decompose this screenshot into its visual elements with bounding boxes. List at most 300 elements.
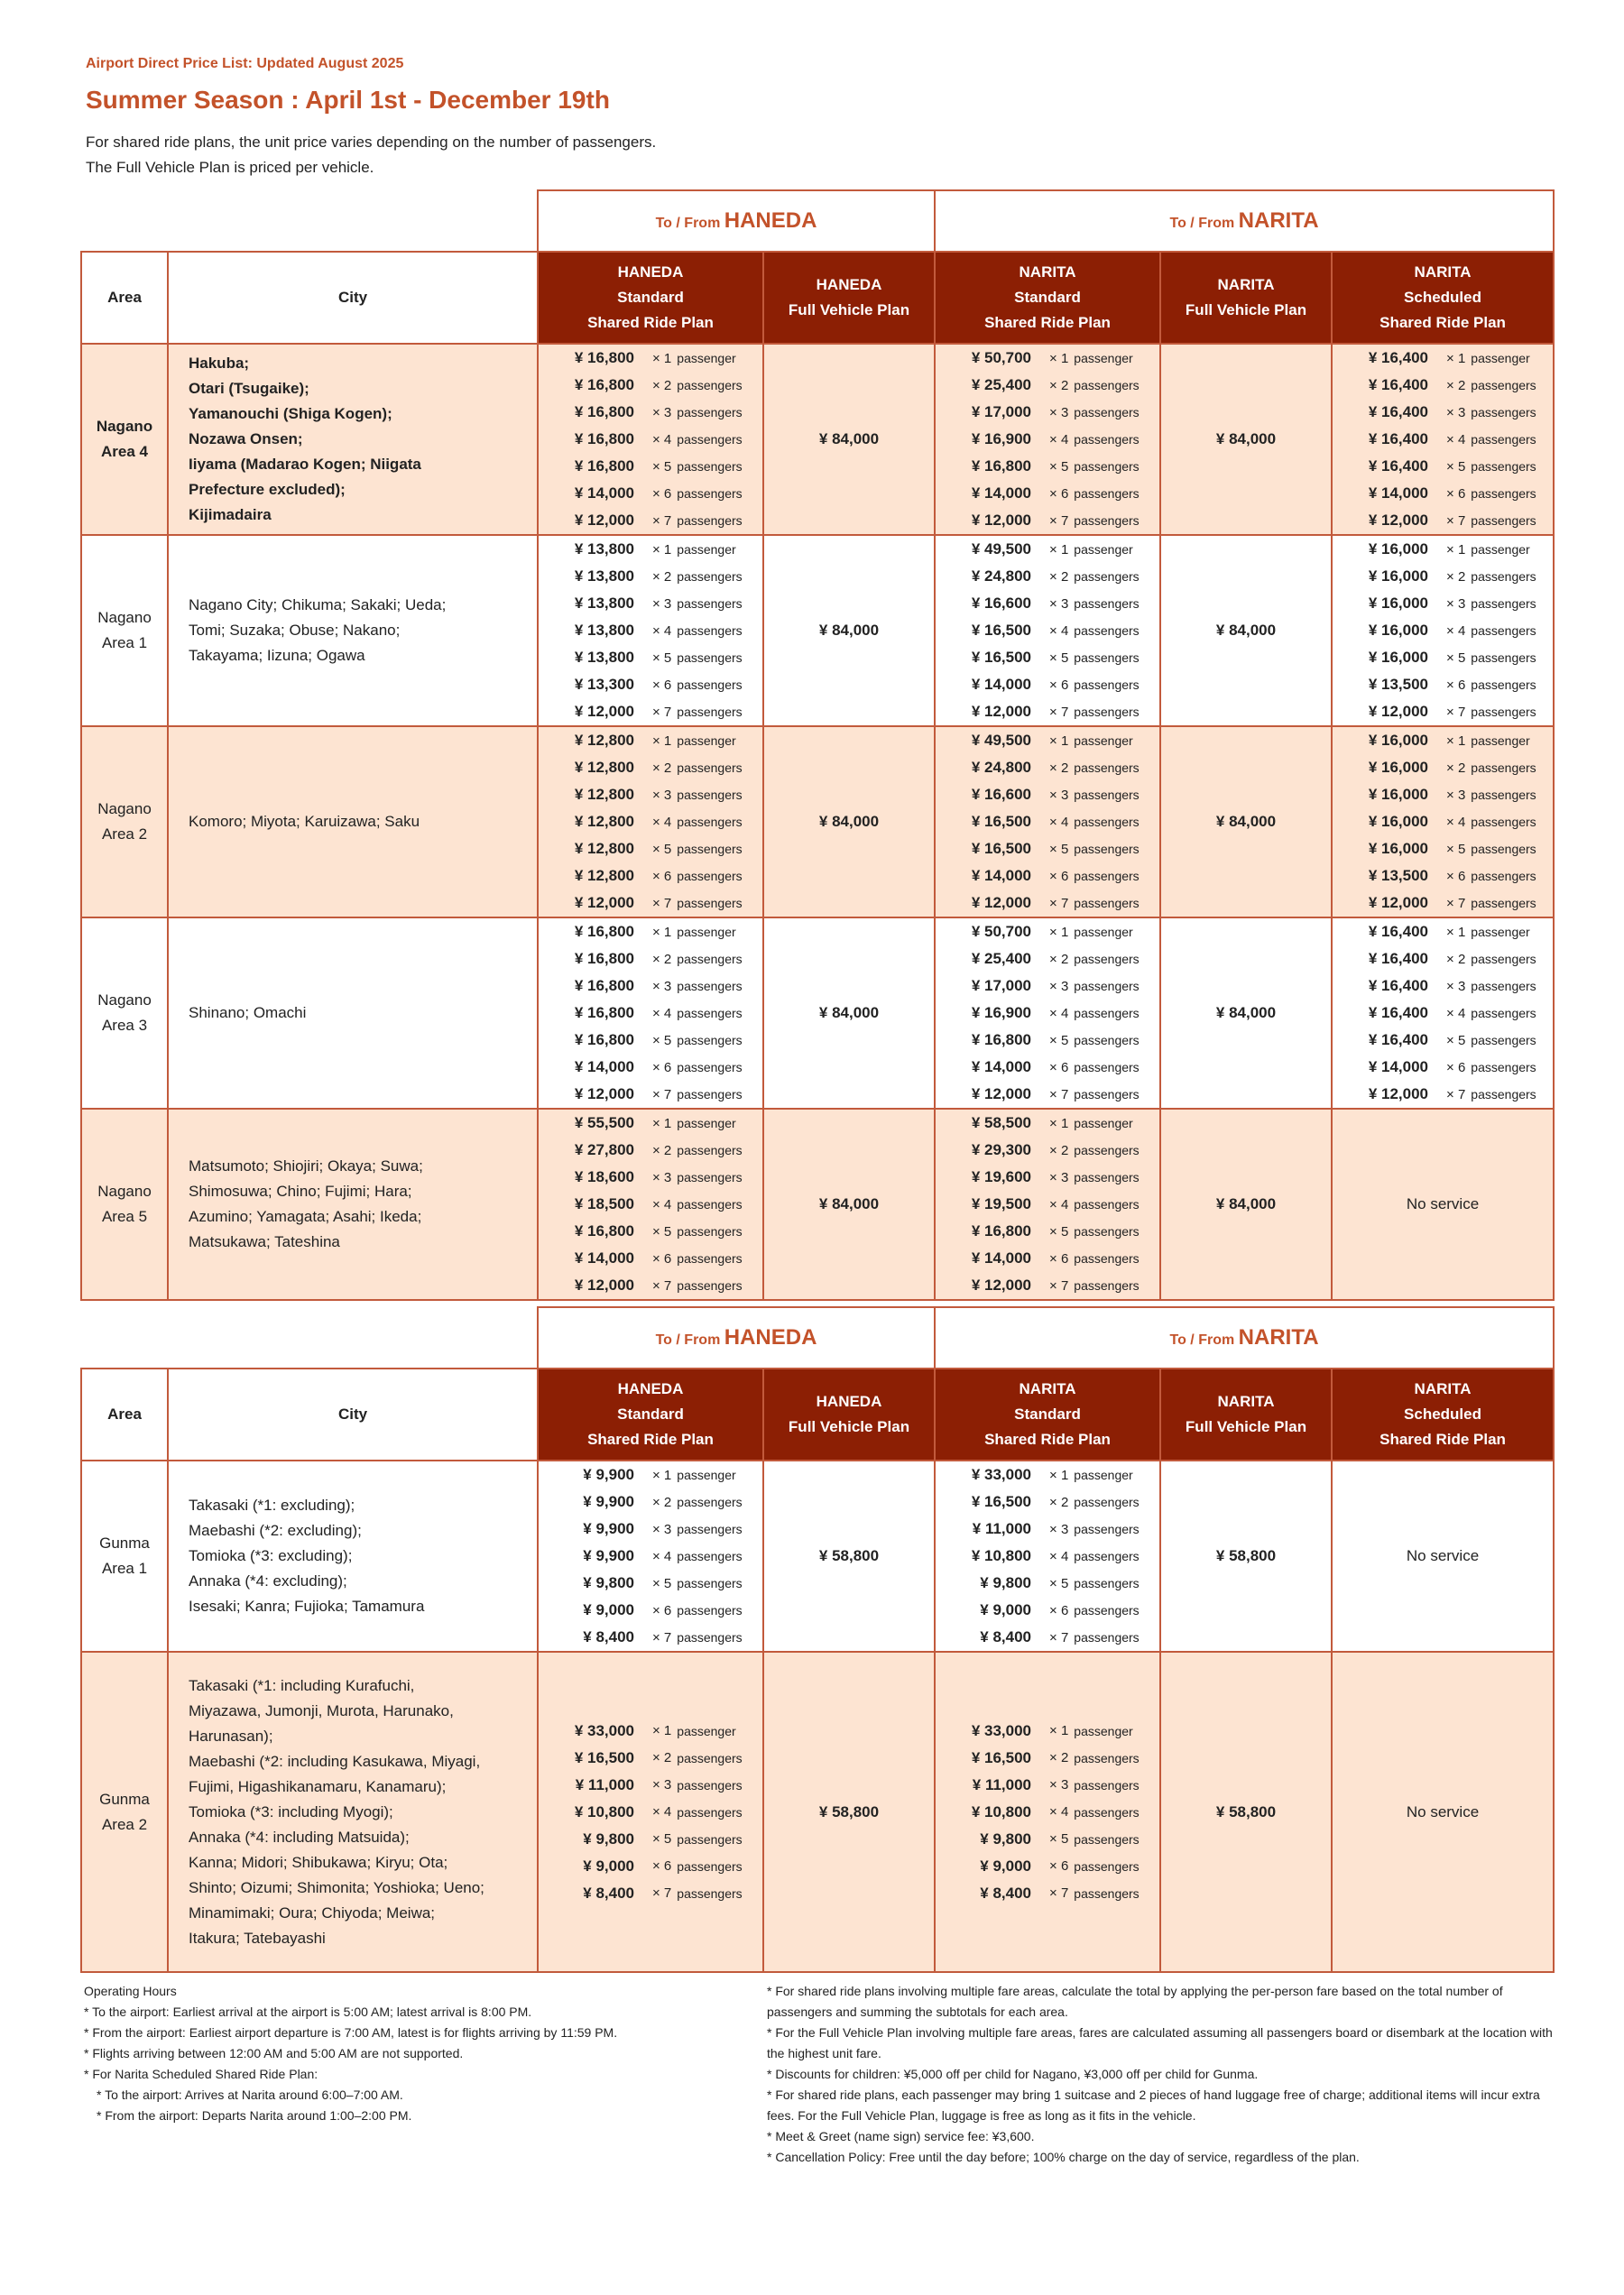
no-service-cell: No service <box>1332 1461 1554 1652</box>
passenger-label: passengers <box>1074 1831 1140 1847</box>
passenger-label: passengers <box>677 815 743 829</box>
passenger-count: × 7 <box>652 704 672 720</box>
passenger-label: passenger <box>677 733 736 748</box>
price-value: ¥ 16,800 <box>574 403 634 420</box>
price-line <box>936 1880 1159 1907</box>
price-line <box>539 590 762 617</box>
price-line <box>539 372 762 399</box>
price-line <box>539 918 762 945</box>
price-line <box>936 862 1159 889</box>
intro-line: The Full Vehicle Plan is priced per vehicle. <box>86 159 374 176</box>
price-line <box>936 1110 1159 1137</box>
passenger-label: passenger <box>677 1723 736 1738</box>
price-value: ¥ 12,800 <box>574 759 634 776</box>
passenger-label: passengers <box>677 760 743 775</box>
price-value: ¥ 9,800 <box>583 1830 634 1848</box>
price-value: ¥ 16,800 <box>574 376 634 393</box>
price-value: ¥ 12,000 <box>1368 1085 1429 1102</box>
passenger-label: passengers <box>1471 952 1536 966</box>
nagano-table-body <box>81 344 1554 1300</box>
price-line <box>539 698 762 725</box>
passenger-count: × 1 <box>652 350 672 366</box>
haneda-group-header: To / From HANEDA <box>538 1307 935 1369</box>
narita-full-price: ¥ 84,000 <box>1160 344 1332 535</box>
passenger-label: passengers <box>677 1006 743 1020</box>
passenger-count: × 5 <box>1049 1032 1069 1048</box>
price-line <box>936 1461 1159 1489</box>
passenger-label: passengers <box>1074 1603 1140 1618</box>
passenger-label: passengers <box>1074 952 1140 966</box>
price-line <box>1333 372 1553 399</box>
price-value: ¥ 10,800 <box>574 1802 634 1820</box>
city-line: Takasaki (*1: including Kurafuchi, <box>189 1676 415 1694</box>
area-cell <box>81 1109 168 1300</box>
price-value: ¥ 13,800 <box>574 649 634 666</box>
city-line: Takasaki (*1: excluding); <box>189 1497 355 1514</box>
table-row <box>81 917 1554 1109</box>
passenger-label: passengers <box>1471 1033 1536 1047</box>
price-line <box>539 1461 762 1489</box>
price-line <box>936 1137 1159 1164</box>
passenger-label: passengers <box>1074 1576 1140 1590</box>
passenger-count: × 6 <box>1446 1059 1466 1075</box>
passenger-label: passengers <box>1074 1033 1140 1047</box>
table-row <box>81 1109 1554 1300</box>
price-value: ¥ 18,600 <box>574 1168 634 1185</box>
area-name: Area 2 <box>101 1815 148 1833</box>
passenger-label: passengers <box>1074 1143 1140 1157</box>
passenger-count: × 5 <box>652 650 672 666</box>
narita-standard-prices <box>935 535 1160 726</box>
no-service-cell: No service <box>1332 1109 1554 1300</box>
passenger-label: passengers <box>677 1858 743 1874</box>
gunma-table-body <box>81 1461 1554 1972</box>
passenger-label: passengers <box>677 952 743 966</box>
area-name: Nagano <box>97 609 152 626</box>
passenger-label: passengers <box>1074 513 1140 528</box>
passenger-label: passengers <box>677 1522 743 1536</box>
price-value: ¥ 16,600 <box>971 594 1032 612</box>
passenger-count: × 1 <box>652 1467 672 1483</box>
price-line <box>539 1000 762 1027</box>
nagano-price-table <box>80 189 1555 1301</box>
price-value: ¥ 8,400 <box>583 1884 634 1902</box>
passenger-label: passengers <box>1471 760 1536 775</box>
passenger-count: × 7 <box>1446 512 1466 529</box>
passenger-label: passenger <box>677 1468 736 1482</box>
city-line: Matsukawa; Tateshina <box>189 1233 340 1250</box>
price-value: ¥ 16,400 <box>1368 977 1429 994</box>
footnote: * To the airport: Earliest arrival at the airport is 5:00 AM; latest arrival is 8:00 PM. <box>84 2005 532 2019</box>
price-line <box>936 1826 1159 1853</box>
passenger-label: passengers <box>1074 1251 1140 1266</box>
passenger-label: passengers <box>1074 569 1140 584</box>
price-value: ¥ 16,500 <box>971 840 1032 857</box>
price-value: ¥ 16,000 <box>1368 622 1429 639</box>
passenger-count: × 1 <box>1446 924 1466 940</box>
price-line <box>936 1272 1159 1299</box>
narita-scheduled-header: NARITA Scheduled Shared Ride Plan <box>1332 1369 1554 1461</box>
passenger-label: passengers <box>1471 378 1536 392</box>
passenger-count: × 6 <box>1049 1059 1069 1075</box>
passenger-label: passengers <box>1074 788 1140 802</box>
passenger-label: passengers <box>677 705 743 719</box>
price-value: ¥ 8,400 <box>980 1628 1032 1645</box>
price-value: ¥ 12,000 <box>574 1277 634 1294</box>
price-value: ¥ 16,900 <box>971 430 1032 447</box>
price-line <box>539 1772 762 1799</box>
narita-full-price: ¥ 58,800 <box>1160 1652 1332 1972</box>
area-name: Area 2 <box>101 825 148 843</box>
passenger-label: passengers <box>1471 650 1536 665</box>
price-value: ¥ 33,000 <box>574 1721 634 1739</box>
price-value: ¥ 13,800 <box>574 594 634 612</box>
price-line <box>539 399 762 426</box>
area-cell <box>81 1461 168 1652</box>
price-line <box>539 945 762 972</box>
price-value: ¥ 12,800 <box>574 840 634 857</box>
intro-line: For shared ride plans, the unit price varies depending on the number of passengers. <box>86 134 657 151</box>
footnote: * For shared ride plans, each passenger may bring 1 suitcase and 2 pieces of hand luggage free of charge; additional items will incur extra fees. For the Full Vehicle Plan, luggage is free as long as it fits in the vehicle. <box>767 2088 1540 2123</box>
passenger-label: passenger <box>1074 733 1133 748</box>
price-line <box>936 1191 1159 1218</box>
city-cell <box>168 1652 538 1972</box>
price-value: ¥ 9,900 <box>583 1466 634 1483</box>
price-line <box>539 536 762 563</box>
passenger-count: × 2 <box>1049 1750 1069 1765</box>
table-row <box>81 726 1554 917</box>
price-value: ¥ 12,000 <box>971 1277 1032 1294</box>
city-line: Itakura; Tatebayashi <box>189 1929 326 1947</box>
city-line: Maebashi (*2: including Kasukawa, Miyagi, <box>189 1752 481 1770</box>
passenger-count: × 1 <box>1446 733 1466 749</box>
price-line <box>539 1745 762 1772</box>
price-line <box>936 1516 1159 1543</box>
price-value: ¥ 16,400 <box>1368 349 1429 366</box>
passenger-count: × 7 <box>1049 1086 1069 1102</box>
price-line <box>1333 808 1553 835</box>
price-value: ¥ 16,800 <box>971 1222 1032 1240</box>
price-value: ¥ 12,000 <box>1368 894 1429 911</box>
gunma-price-table <box>80 1306 1555 1973</box>
footnote: * Flights arriving between 12:00 AM and 5:00 AM are not supported. <box>84 2046 464 2060</box>
price-value: ¥ 25,400 <box>971 376 1032 393</box>
price-line <box>1333 862 1553 889</box>
price-value: ¥ 27,800 <box>574 1141 634 1158</box>
price-value: ¥ 16,800 <box>971 1031 1032 1048</box>
table-row <box>81 1652 1554 1972</box>
passenger-count: × 2 <box>652 568 672 585</box>
passenger-label: passengers <box>1074 896 1140 910</box>
passenger-label: passenger <box>677 1116 736 1130</box>
price-line <box>936 1772 1159 1799</box>
passenger-count: × 1 <box>652 1115 672 1131</box>
price-line <box>1333 918 1553 945</box>
price-line <box>936 1718 1159 1745</box>
passenger-count: × 7 <box>1446 895 1466 911</box>
intro-text <box>86 130 1529 180</box>
price-line <box>539 1880 762 1907</box>
passenger-label: passenger <box>1074 542 1133 557</box>
price-line <box>1333 1054 1553 1081</box>
narita-standard-header: NARITA Standard Shared Ride Plan <box>935 1369 1160 1461</box>
passenger-label: passengers <box>1074 623 1140 638</box>
passenger-count: × 2 <box>652 1494 672 1510</box>
narita-full-header: NARITA Full Vehicle Plan <box>1160 1369 1332 1461</box>
price-line <box>539 1570 762 1597</box>
footnote: * From the airport: Earliest airport departure is 7:00 AM, latest is for flights arriving by 11:59 PM. <box>84 2025 618 2040</box>
price-value: ¥ 16,400 <box>1368 457 1429 475</box>
passenger-label: passengers <box>677 1060 743 1074</box>
passenger-count: × 6 <box>652 1602 672 1618</box>
price-line <box>539 1543 762 1570</box>
price-value: ¥ 12,000 <box>971 1085 1032 1102</box>
price-line <box>1333 590 1553 617</box>
passenger-label: passengers <box>677 1576 743 1590</box>
header-spacer <box>81 190 538 252</box>
price-line <box>936 1218 1159 1245</box>
price-line <box>1333 507 1553 534</box>
price-line <box>1333 698 1553 725</box>
footnote: * Meet & Greet (name sign) service fee: ¥3,600. <box>767 2129 1035 2143</box>
passenger-label: passenger <box>1471 733 1530 748</box>
price-line <box>936 1624 1159 1651</box>
passenger-label: passengers <box>1074 1170 1140 1184</box>
narita-full-price: ¥ 84,000 <box>1160 535 1332 726</box>
passenger-label: passengers <box>1074 1630 1140 1645</box>
passenger-count: × 5 <box>652 1032 672 1048</box>
passenger-label: passengers <box>1074 459 1140 474</box>
price-line <box>539 426 762 453</box>
passenger-label: passengers <box>1074 1777 1140 1793</box>
price-value: ¥ 14,000 <box>574 1058 634 1075</box>
passenger-label: passenger <box>677 542 736 557</box>
price-value: ¥ 14,000 <box>971 676 1032 693</box>
season-title: Summer Season : April 1st - December 19th <box>86 86 610 114</box>
passenger-label: passengers <box>1471 896 1536 910</box>
narita-group-header: To / From NARITA <box>935 190 1554 252</box>
passenger-count: × 3 <box>652 595 672 612</box>
price-value: ¥ 16,000 <box>1368 594 1429 612</box>
passenger-count: × 1 <box>1446 541 1466 558</box>
price-line <box>539 644 762 671</box>
price-line <box>1333 835 1553 862</box>
city-line: Matsumoto; Shiojiri; Okaya; Suwa; <box>189 1157 423 1175</box>
footnote: * For the Full Vehicle Plan involving multiple fare areas, fares are calculated assuming all passengers board or disembark at the location with the highest unit fare. <box>767 2025 1553 2060</box>
passenger-count: × 3 <box>1049 404 1069 420</box>
passenger-label: passengers <box>1074 650 1140 665</box>
haneda-standard-prices <box>538 1652 763 1972</box>
passenger-count: × 7 <box>1049 1885 1069 1901</box>
city-line: Nagano City; Chikuma; Sakaki; Ueda; <box>189 596 447 613</box>
price-value: ¥ 12,000 <box>971 512 1032 529</box>
passenger-count: × 2 <box>652 760 672 776</box>
haneda-full-price: ¥ 84,000 <box>763 535 935 726</box>
passenger-count: × 2 <box>1049 1494 1069 1510</box>
narita-standard-header: NARITA Standard Shared Ride Plan <box>935 252 1160 344</box>
city-line: Tomioka (*3: including Myogi); <box>189 1802 393 1820</box>
price-line <box>1333 426 1553 453</box>
price-line <box>1333 1027 1553 1054</box>
passenger-label: passengers <box>677 486 743 501</box>
price-line <box>539 1624 762 1651</box>
price-line <box>539 1718 762 1745</box>
area-name: Gunma <box>99 1790 150 1808</box>
passenger-label: passengers <box>677 459 743 474</box>
passenger-count: × 1 <box>1049 924 1069 940</box>
haneda-full-header: HANEDA Full Vehicle Plan <box>763 252 935 344</box>
price-line <box>936 399 1159 426</box>
haneda-standard-header: HANEDA Standard Shared Ride Plan <box>538 252 763 344</box>
city-cell <box>168 344 538 535</box>
passenger-label: passengers <box>1471 623 1536 638</box>
haneda-standard-prices <box>538 344 763 535</box>
passenger-count: × 3 <box>652 1777 672 1793</box>
passenger-count: × 3 <box>652 1521 672 1537</box>
price-value: ¥ 16,000 <box>1368 540 1429 558</box>
passenger-count: × 2 <box>652 951 672 967</box>
price-value: ¥ 16,400 <box>1368 403 1429 420</box>
price-line <box>936 671 1159 698</box>
passenger-count: × 2 <box>1446 951 1466 967</box>
city-line: Isesaki; Kanra; Fujioka; Tamamura <box>189 1598 425 1615</box>
price-value: ¥ 12,000 <box>1368 512 1429 529</box>
price-line <box>936 372 1159 399</box>
area-name: Nagano <box>97 1183 152 1200</box>
price-value: ¥ 12,000 <box>574 703 634 720</box>
city-line: Fujimi, Higashikanamaru, Kanamaru); <box>189 1777 447 1795</box>
price-line <box>539 1054 762 1081</box>
narita-full-price: ¥ 84,000 <box>1160 917 1332 1109</box>
price-line <box>539 1191 762 1218</box>
passenger-count: × 6 <box>652 1858 672 1874</box>
price-line <box>1333 617 1553 644</box>
narita-full-price: ¥ 84,000 <box>1160 726 1332 917</box>
price-line <box>936 590 1159 617</box>
footnote: * To the airport: Arrives at Narita around 6:00–7:00 AM. <box>97 2088 403 2102</box>
price-value: ¥ 9,000 <box>980 1601 1032 1618</box>
passenger-count: × 7 <box>652 512 672 529</box>
narita-standard-prices <box>935 1652 1160 1972</box>
price-value: ¥ 16,800 <box>574 457 634 475</box>
passenger-count: × 7 <box>1049 1277 1069 1294</box>
city-line: Yamanouchi (Shiga Kogen); <box>189 405 392 422</box>
price-value: ¥ 16,800 <box>574 1031 634 1048</box>
table-row <box>81 1461 1554 1652</box>
passenger-label: passengers <box>1074 1224 1140 1239</box>
passenger-label: passengers <box>677 1630 743 1645</box>
haneda-full-price: ¥ 58,800 <box>763 1461 935 1652</box>
passenger-label: passengers <box>677 1804 743 1820</box>
passenger-label: passengers <box>1074 1495 1140 1509</box>
passenger-label: passengers <box>1074 760 1140 775</box>
price-line <box>936 1597 1159 1624</box>
passenger-count: × 6 <box>1049 1602 1069 1618</box>
price-value: ¥ 16,000 <box>1368 840 1429 857</box>
passenger-label: passenger <box>1074 1116 1133 1130</box>
price-line <box>936 1853 1159 1880</box>
price-line <box>936 945 1159 972</box>
price-line <box>539 563 762 590</box>
price-value: ¥ 13,500 <box>1368 676 1429 693</box>
passenger-label: passengers <box>1074 1060 1140 1074</box>
area-cell <box>81 917 168 1109</box>
price-value: ¥ 16,800 <box>574 349 634 366</box>
passenger-label: passengers <box>677 623 743 638</box>
passenger-count: × 7 <box>652 1277 672 1294</box>
passenger-count: × 4 <box>1049 1804 1069 1820</box>
price-value: ¥ 12,000 <box>574 512 634 529</box>
price-value: ¥ 9,000 <box>980 1857 1032 1875</box>
price-line <box>936 808 1159 835</box>
passenger-count: × 5 <box>1446 650 1466 666</box>
footnote: * For shared ride plans involving multiple fare areas, calculate the total by applying the per-person fare based on the total number of passengers and summing the subtotals for each area. <box>767 1984 1503 2019</box>
city-line: Nozawa Onsen; <box>189 430 303 447</box>
price-line <box>1333 563 1553 590</box>
passenger-label: passenger <box>677 925 736 939</box>
price-value: ¥ 16,500 <box>971 649 1032 666</box>
passenger-label: passengers <box>1074 815 1140 829</box>
passenger-count: × 4 <box>1446 814 1466 830</box>
passenger-count: × 1 <box>1446 350 1466 366</box>
passenger-label: passengers <box>1471 596 1536 611</box>
price-line <box>1333 972 1553 1000</box>
passenger-count: × 2 <box>1049 760 1069 776</box>
passenger-count: × 1 <box>1049 350 1069 366</box>
haneda-full-price: ¥ 58,800 <box>763 1652 935 1972</box>
price-value: ¥ 14,000 <box>971 867 1032 884</box>
footnote: * From the airport: Departs Narita around 1:00–2:00 PM. <box>97 2108 412 2123</box>
passenger-count: × 3 <box>1446 787 1466 803</box>
price-line <box>539 808 762 835</box>
price-line <box>936 1081 1159 1108</box>
area-cell <box>81 535 168 726</box>
price-value: ¥ 16,500 <box>971 1748 1032 1766</box>
price-value: ¥ 11,000 <box>972 1775 1032 1793</box>
passenger-count: × 3 <box>1446 595 1466 612</box>
price-value: ¥ 16,000 <box>1368 732 1429 749</box>
passenger-count: × 1 <box>652 733 672 749</box>
passenger-label: passengers <box>677 677 743 692</box>
passenger-label: passengers <box>1471 1087 1536 1101</box>
price-line <box>936 1489 1159 1516</box>
passenger-label: passengers <box>1074 1087 1140 1101</box>
passenger-count: × 6 <box>1446 485 1466 502</box>
price-line <box>539 1027 762 1054</box>
price-value: ¥ 14,000 <box>971 1058 1032 1075</box>
price-line <box>936 453 1159 480</box>
header-spacer <box>81 1307 538 1369</box>
price-line <box>1333 945 1553 972</box>
haneda-full-header: HANEDA Full Vehicle Plan <box>763 1369 935 1461</box>
price-value: ¥ 16,400 <box>1368 950 1429 967</box>
price-line <box>539 754 762 781</box>
passenger-count: × 7 <box>1049 895 1069 911</box>
price-line <box>936 1543 1159 1570</box>
price-value: ¥ 16,800 <box>574 950 634 967</box>
passenger-count: × 6 <box>1446 677 1466 693</box>
passenger-label: passengers <box>677 432 743 447</box>
passenger-label: passengers <box>1074 705 1140 719</box>
haneda-standard-prices <box>538 1109 763 1300</box>
passenger-label: passengers <box>1074 378 1140 392</box>
city-line: Harunasan); <box>189 1727 273 1745</box>
passenger-count: × 5 <box>652 1575 672 1591</box>
price-value: ¥ 8,400 <box>980 1884 1032 1902</box>
passenger-label: passengers <box>1074 1750 1140 1765</box>
haneda-full-price: ¥ 84,000 <box>763 344 935 535</box>
price-line <box>936 426 1159 453</box>
